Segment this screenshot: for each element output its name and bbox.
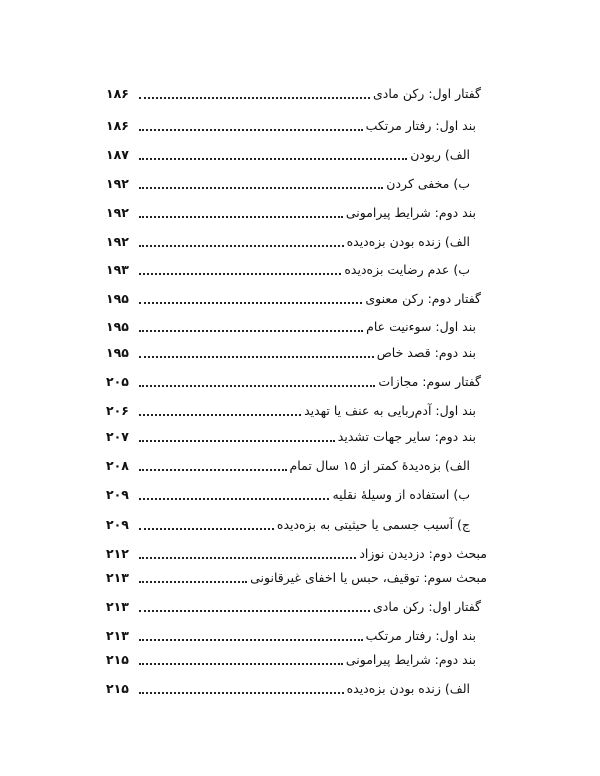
toc-page-number: ۲۱۵ bbox=[106, 681, 129, 696]
toc-page-number: ۲۱۳ bbox=[106, 570, 129, 585]
toc-entry[interactable] bbox=[106, 402, 476, 420]
toc-entry[interactable] bbox=[106, 261, 470, 279]
toc-entry[interactable] bbox=[106, 318, 476, 336]
toc-entry[interactable] bbox=[106, 569, 487, 587]
toc-entry-title: بند دوم: سایر جهات تشدید bbox=[337, 429, 476, 444]
toc-page-number: ۱۸۷ bbox=[106, 147, 129, 162]
toc-entry-title: الف) ربودن bbox=[410, 147, 470, 162]
toc-entry-title: بند دوم: شرایط پیرامونی bbox=[345, 652, 476, 667]
toc-entry-title: الف) بزه‌دیدۀ کمتر از ۱۵ سال تمام bbox=[289, 458, 470, 473]
toc-entry-title: مبحث سوم: توقیف، حبس یا اخفای غیرقانونی bbox=[250, 570, 487, 585]
dot-leader bbox=[139, 498, 329, 500]
toc-page-number: ۱۹۲ bbox=[106, 205, 129, 220]
toc-page-number: ۲۰۷ bbox=[106, 429, 129, 444]
dot-leader bbox=[139, 663, 343, 665]
dot-leader bbox=[139, 330, 363, 332]
toc-page-number: ۱۹۵ bbox=[106, 345, 129, 360]
toc-page-number: ۱۹۵ bbox=[106, 319, 129, 334]
dot-leader bbox=[139, 528, 274, 530]
toc-entry-title: بند اول: سوءنیت عام bbox=[366, 319, 476, 334]
toc-page-number: ۲۰۵ bbox=[106, 374, 129, 389]
toc-entry[interactable] bbox=[106, 85, 481, 103]
toc-entry[interactable] bbox=[106, 486, 470, 504]
toc-entry[interactable] bbox=[106, 117, 476, 135]
toc-entry[interactable] bbox=[106, 344, 476, 362]
toc-entry-title: بند اول: آدم‌ربایی به عنف یا تهدید bbox=[304, 403, 476, 418]
toc-entry-title: گفتار اول: رکن مادی bbox=[373, 599, 481, 614]
toc-entry[interactable] bbox=[106, 175, 470, 193]
dot-leader bbox=[139, 216, 343, 218]
toc-entry[interactable] bbox=[106, 290, 481, 308]
toc-entry-title: الف) زنده بودن بزه‌دیده bbox=[346, 681, 470, 696]
dot-leader bbox=[139, 692, 344, 694]
dot-leader bbox=[139, 302, 362, 304]
toc-page-number: ۲۰۶ bbox=[106, 403, 129, 418]
dot-leader bbox=[139, 385, 375, 387]
toc-entry[interactable] bbox=[106, 457, 470, 475]
toc-entry-title: الف) زنده بودن بزه‌دیده bbox=[346, 234, 470, 249]
toc-entry[interactable] bbox=[106, 598, 481, 616]
toc-entry[interactable] bbox=[106, 680, 470, 698]
dot-leader bbox=[139, 356, 374, 358]
toc-page-number: ۲۱۳ bbox=[106, 599, 129, 614]
toc-page-number: ۲۰۹ bbox=[106, 517, 129, 532]
dot-leader bbox=[139, 557, 356, 559]
dot-leader bbox=[139, 129, 363, 131]
toc-page-number: ۲۰۸ bbox=[106, 458, 129, 473]
toc-page-number: ۱۹۲ bbox=[106, 234, 129, 249]
toc-entry[interactable] bbox=[106, 516, 470, 534]
toc-entry[interactable] bbox=[106, 651, 476, 669]
toc-page-number: ۱۹۲ bbox=[106, 176, 129, 191]
toc-entry[interactable] bbox=[106, 627, 476, 645]
dot-leader bbox=[139, 245, 344, 247]
toc-page-number: ۲۱۲ bbox=[106, 546, 129, 561]
toc-page-number: ۱۹۵ bbox=[106, 291, 129, 306]
dot-leader bbox=[139, 414, 301, 416]
toc-entry[interactable] bbox=[106, 373, 481, 391]
toc-entry-title: بند دوم: شرایط پیرامونی bbox=[345, 205, 476, 220]
toc-entry-title: ب) مخفی کردن bbox=[386, 176, 470, 191]
dot-leader bbox=[139, 440, 335, 442]
toc-entry-title: گفتار دوم: رکن معنوی bbox=[365, 291, 481, 306]
dot-leader bbox=[139, 469, 287, 471]
toc-page-number: ۲۱۳ bbox=[106, 628, 129, 643]
toc-entry-title: مبحث دوم: دزدیدن نوزاد bbox=[359, 546, 487, 561]
dot-leader bbox=[139, 158, 407, 160]
dot-leader bbox=[139, 273, 341, 275]
toc-entry-title: بند اول: رفتار مرتکب bbox=[365, 628, 476, 643]
toc-page-number: ۲۰۹ bbox=[106, 487, 129, 502]
toc-entry[interactable] bbox=[106, 545, 487, 563]
toc-page-number: ۱۹۳ bbox=[106, 262, 129, 277]
toc-page-number: ۲۱۵ bbox=[106, 652, 129, 667]
dot-leader bbox=[139, 581, 247, 583]
toc-entry[interactable] bbox=[106, 204, 476, 222]
toc-entry-title: ب) استفاده از وسیلۀ نقلیه bbox=[332, 487, 470, 502]
toc-entry[interactable] bbox=[106, 146, 470, 164]
dot-leader bbox=[139, 639, 363, 641]
toc-page-number: ۱۸۶ bbox=[106, 86, 129, 101]
toc-page-number: ۱۸۶ bbox=[106, 118, 129, 133]
toc-entry[interactable] bbox=[106, 233, 470, 251]
dot-leader bbox=[139, 97, 370, 99]
toc-entry-title: بند اول: رفتار مرتکب bbox=[365, 118, 476, 133]
toc-entry-title: گفتار سوم: مجازات bbox=[378, 374, 481, 389]
dot-leader bbox=[139, 610, 370, 612]
toc-entry-title: بند دوم: قصد خاص bbox=[376, 345, 476, 360]
toc-entry[interactable] bbox=[106, 428, 476, 446]
toc-entry-title: ج) آسیب جسمی یا حیثیتی به بزه‌دیده bbox=[276, 517, 470, 532]
toc-entry-title: ب) عدم رضایت بزه‌دیده bbox=[344, 262, 470, 277]
toc-entry-title: گفتار اول: رکن مادی bbox=[373, 86, 481, 101]
dot-leader bbox=[139, 187, 383, 189]
